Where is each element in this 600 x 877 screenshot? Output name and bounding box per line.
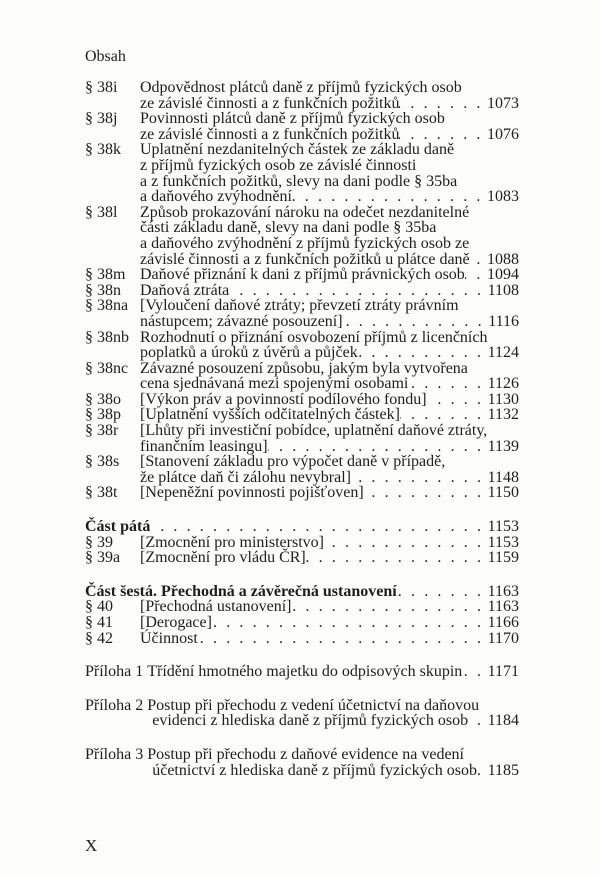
dot-leader <box>470 252 487 268</box>
title-text: a daňového zvýhodnění <box>140 188 292 206</box>
title-last-line <box>140 376 519 392</box>
title-line: [Lhůty při investiční pobídce, uplatnění daňové ztráty, <box>140 422 488 440</box>
title-last-line <box>85 519 519 535</box>
page-ref: 1148 <box>487 468 519 486</box>
section-number: Příloha 1 <box>85 663 144 681</box>
dot-leader <box>468 713 487 729</box>
entry-title <box>140 142 519 204</box>
section-number: § 38na <box>85 297 129 315</box>
title-text: Část pátá <box>85 518 151 536</box>
title-last-line <box>140 407 519 423</box>
title-text: finančním leasingu] <box>140 437 268 455</box>
entry-title <box>140 111 519 142</box>
title-last-line <box>147 713 519 729</box>
page-ref: 1150 <box>487 484 519 502</box>
title-last-line <box>140 470 519 486</box>
title-last-line <box>140 345 519 361</box>
toc-section-entry[interactable] <box>85 407 519 423</box>
title-last-line <box>85 584 519 600</box>
section-number: § 39a <box>85 549 121 567</box>
dot-leader <box>268 439 488 455</box>
entry-title <box>140 550 519 566</box>
title-text: Daňové přiznání k dani z příjmů právnických osob <box>140 266 465 284</box>
page-ref: 1124 <box>487 344 519 362</box>
toc-section-entry[interactable] <box>85 535 519 551</box>
section-number: § 38o <box>85 390 121 408</box>
title-text: závislé činnosti a z funkčních požitků u plátce daně <box>140 250 470 268</box>
dot-leader <box>427 392 488 408</box>
section-number: § 38m <box>85 266 126 284</box>
title-text: [Derogace] <box>140 614 212 631</box>
title-text: cena sjednávaná mezi spojenými osobami <box>140 375 409 393</box>
entry-title <box>140 392 519 408</box>
toc-section-entry[interactable] <box>85 111 519 142</box>
toc-section-entry[interactable] <box>85 283 519 299</box>
title-line: [Stanovení základu pro výpočet daně v případě, <box>140 453 446 471</box>
entry-title <box>140 485 519 501</box>
page-ref: 1076 <box>487 125 519 143</box>
dot-leader <box>400 407 488 423</box>
dot-leader <box>397 584 488 600</box>
page-ref: 1132 <box>487 406 519 424</box>
entry-title <box>140 283 519 299</box>
dot-leader <box>198 631 488 647</box>
entry-title <box>140 361 519 392</box>
entry-title <box>140 599 519 615</box>
page-ref: 1108 <box>487 281 519 299</box>
page-ref: 1116 <box>488 312 519 330</box>
dot-leader <box>306 550 488 566</box>
page-ref: 1153 <box>487 533 519 551</box>
dot-leader <box>477 763 488 779</box>
toc-section-entry[interactable] <box>85 615 519 631</box>
title-line: z příjmů fyzických osob ze závislé činnosti <box>140 156 417 174</box>
title-line: Uplatnění nezdanitelných částek ze základu daně <box>140 141 455 159</box>
title-line: Způsob prokazování nároku na odečet nezdanitelné <box>140 203 470 221</box>
section-number: § 38t <box>85 484 118 502</box>
title-text: účetnictví z hlediska daně z příjmů fyzických osob <box>152 761 477 779</box>
dot-leader <box>351 470 488 486</box>
dot-leader <box>358 345 488 361</box>
title-last-line <box>140 631 519 647</box>
title-text: poplatků a úroků z úvěrů a půjček <box>140 344 358 362</box>
section-number: § 38p <box>85 406 121 424</box>
page-ref: 1083 <box>487 188 519 206</box>
title-last-line <box>140 127 519 143</box>
section-number: § 38j <box>85 110 118 128</box>
page-ref: 1126 <box>487 375 519 393</box>
dot-leader <box>364 485 488 501</box>
page-ref: 1184 <box>487 712 519 730</box>
title-last-line <box>140 96 519 112</box>
toc-annex-entry[interactable] <box>85 747 519 778</box>
title-text: [Přechodná ustanovení] <box>140 598 292 616</box>
title-line: části základu daně, slevy na dani podle § 35ba <box>140 219 437 237</box>
dot-leader <box>324 535 488 551</box>
section-number: § 38l <box>85 203 118 221</box>
title-text: Daňová ztráta <box>140 281 230 299</box>
dot-leader <box>462 664 487 680</box>
toc-section-entry[interactable] <box>85 599 519 615</box>
title-last-line <box>140 615 519 631</box>
toc-section-entry[interactable] <box>85 485 519 501</box>
title-last-line <box>140 189 519 205</box>
dot-leader <box>399 127 487 143</box>
page-ref: 1073 <box>487 94 519 112</box>
title-last-line <box>140 252 519 268</box>
toc-annex-entry[interactable] <box>85 664 519 680</box>
toc-section-entry[interactable] <box>85 298 519 329</box>
section-number: § 39 <box>85 533 113 551</box>
title-text: Třídění hmotného majetku do odpisových skupin <box>147 663 463 681</box>
toc-section-entry[interactable] <box>85 423 519 454</box>
entry-title <box>140 454 519 485</box>
section-number: § 41 <box>85 614 113 631</box>
toc-annex-entry[interactable] <box>85 698 519 729</box>
toc-section-entry[interactable] <box>85 361 519 392</box>
dot-leader <box>229 283 487 299</box>
title-text: Účinnost <box>140 629 198 647</box>
entry-title <box>147 664 519 680</box>
dot-leader <box>292 189 487 205</box>
toc-section-entry[interactable] <box>85 330 519 361</box>
title-last-line <box>140 485 519 501</box>
toc-section-entry[interactable] <box>85 205 519 267</box>
title-last-line <box>140 599 519 615</box>
section-number: § 38s <box>85 453 120 471</box>
title-text: [Zmocnění pro ministerstvo] <box>140 533 324 551</box>
entry-title <box>140 298 519 329</box>
toc-section-entry[interactable] <box>85 267 519 283</box>
page-ref: 1159 <box>487 549 519 567</box>
title-last-line <box>140 392 519 408</box>
title-line: a z funkčních požitků, slevy na dani podle § 35ba <box>140 172 458 190</box>
page-ref: 1163 <box>487 582 519 600</box>
title-line: Rozhodnutí o přiznání osvobození příjmů z licenčních <box>140 328 488 346</box>
toc-section-entry[interactable] <box>85 454 519 485</box>
toc-part-heading[interactable] <box>85 519 519 535</box>
dot-leader <box>212 615 488 631</box>
title-last-line <box>140 283 519 299</box>
page-ref: 1130 <box>487 390 519 408</box>
entry-title <box>147 747 519 778</box>
toc-part-heading[interactable] <box>85 584 519 600</box>
title-line: Závazné posouzení způsobu, jakým byla vytvořena <box>140 359 468 377</box>
title-last-line <box>140 550 519 566</box>
section-number: § 38n <box>85 281 121 299</box>
dot-leader <box>399 96 487 112</box>
section-number: § 42 <box>85 629 113 647</box>
entry-title <box>85 519 519 535</box>
dot-leader <box>408 376 487 392</box>
page-ref: 1153 <box>487 518 519 536</box>
running-header: Obsah <box>85 48 126 65</box>
dot-leader <box>292 599 488 615</box>
section-number: § 38k <box>85 141 121 159</box>
title-line: [Vyloučení daňové ztráty; převzetí ztráty právním <box>140 297 459 315</box>
title-last-line <box>140 314 519 330</box>
title-last-line <box>147 763 519 779</box>
entry-title <box>140 80 519 111</box>
dot-leader <box>150 519 487 535</box>
title-last-line <box>147 664 519 680</box>
toc-section-entry[interactable] <box>85 631 519 647</box>
toc-section-entry[interactable] <box>85 392 519 408</box>
title-line: Povinnosti plátců daně z příjmů fyzických osob <box>140 110 445 128</box>
title-text: Část šestá. Přechodná a závěrečná ustanovení <box>85 582 397 600</box>
title-text: [Uplatnění vyšších odčitatelných částek] <box>140 406 400 424</box>
entry-title <box>140 407 519 423</box>
dot-leader <box>465 267 487 283</box>
title-line: Postup při přechodu z vedení účetnictví na daňovou <box>147 696 480 714</box>
page-ref: 1170 <box>487 629 519 647</box>
title-text: že plátce daň či zálohu nevybral] <box>140 468 351 486</box>
title-line: Postup při přechodu z daňové evidence na vedení <box>147 745 464 763</box>
entry-title <box>140 631 519 647</box>
entry-title <box>85 584 519 600</box>
entry-title <box>140 330 519 361</box>
page-ref: 1185 <box>487 761 519 779</box>
entry-title <box>140 423 519 454</box>
title-text: ze závislé činnosti a z funkčních požitků <box>140 94 400 112</box>
entry-title <box>140 205 519 267</box>
page-ref: 1163 <box>487 598 519 616</box>
title-line: Odpovědnost plátců daně z příjmů fyzických osob <box>140 79 462 96</box>
title-text: [Zmocnění pro vládu ČR] <box>140 549 306 567</box>
entry-title <box>140 535 519 551</box>
page-ref: 1094 <box>487 266 519 284</box>
toc-section-entry[interactable] <box>85 550 519 566</box>
toc-section-entry[interactable] <box>85 80 519 111</box>
table-of-contents <box>85 80 519 778</box>
section-number: § 38nc <box>85 359 129 377</box>
page-ref: 1139 <box>487 437 519 455</box>
entry-title <box>140 267 519 283</box>
toc-section-entry[interactable] <box>85 142 519 204</box>
title-text: evidenci z hlediska daně z příjmů fyzických osob <box>152 712 469 730</box>
dot-leader <box>343 314 489 330</box>
page-ref: 1166 <box>487 614 519 631</box>
title-text: ze závislé činnosti a z funkčních požitků <box>140 125 400 143</box>
entry-title <box>147 698 519 729</box>
title-line: a daňového zvýhodnění z příjmů fyzických osob ze <box>140 234 470 252</box>
section-number: § 40 <box>85 598 113 616</box>
section-number: § 38i <box>85 79 118 96</box>
section-number: Příloha 3 <box>85 745 144 763</box>
page-ref: 1088 <box>487 250 519 268</box>
title-last-line <box>140 267 519 283</box>
section-number: Příloha 2 <box>85 696 144 714</box>
title-text: [Nepeněžní povinnosti pojišťoven] <box>140 484 364 502</box>
page-number: X <box>85 836 98 855</box>
section-number: § 38r <box>85 422 119 440</box>
entry-title <box>140 615 519 631</box>
title-text: [Výkon práv a povinností podílového fondu] <box>140 390 427 408</box>
title-last-line <box>140 535 519 551</box>
title-text: nástupcem; závazné posouzení] <box>140 312 343 330</box>
section-number: § 38nb <box>85 328 129 346</box>
title-last-line <box>140 439 519 455</box>
page-ref: 1171 <box>487 663 519 681</box>
